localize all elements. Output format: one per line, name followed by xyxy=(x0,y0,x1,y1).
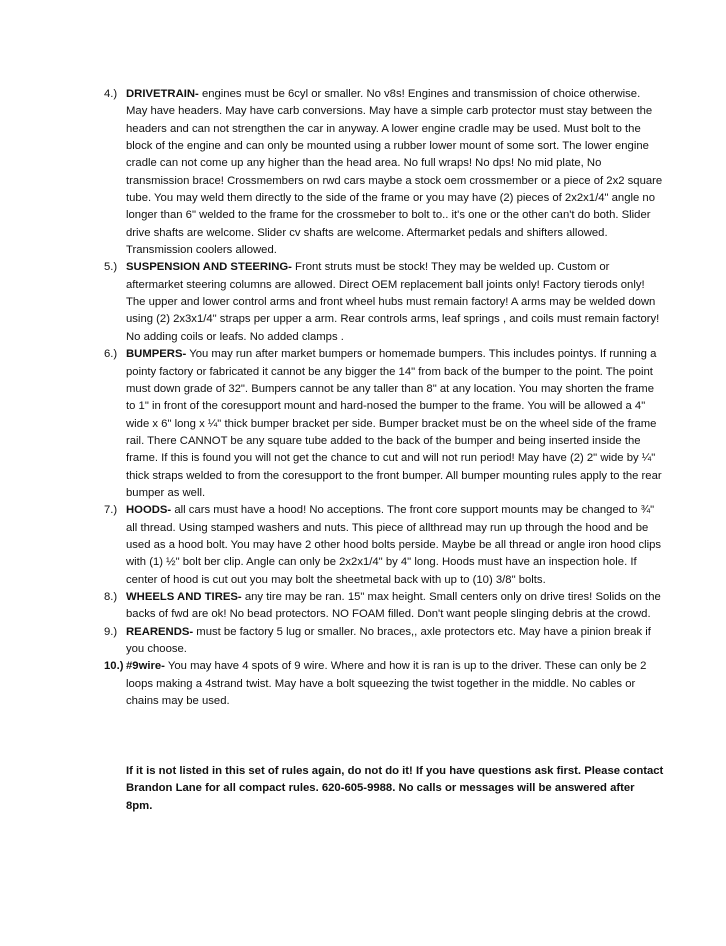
rule-number: 7.) xyxy=(104,504,118,517)
rule-number: 9.) xyxy=(104,625,118,638)
rule-text: must be factory 5 lug or smaller. No braces,, axle protectors etc. May have a pinion break if you choose. xyxy=(126,625,651,655)
rule-text: You may run after market bumpers or homemade bumpers. This includes pointys. If running a pointy factory or fabricated it cannot be any bigger the 14" from back of the bumper to the point. The point must down grade of 32". Bumpers cannot be any taller than 8" at any location. You may shorten the frame to 1" in front of the coresupport mount and hard-nosed the bumper to the frame. You will be allowed a 4" wide x 6" long x ¼" thick bumper bracket per side. Bumper bracket must be on the wheel side of the frame rail. There CANNOT be any square tube added to the back of the bumper and being inserted inside the frame. If this is found you will not get the chance to cut and will not run period! May have (2) 2" wide by ¼" thick straps welded to from the coresupport to the front bumper. All bumper mounting rules apply to the rear bumper as well. xyxy=(126,348,662,499)
rule-number: 8.) xyxy=(104,590,118,603)
rule-text: You may have 4 spots of 9 wire. Where and how it is ran is up to the driver. These can only be 2 loops making a 4strand twist. May have a bolt squeezing the twist together in the middle. No cables or chains may be used. xyxy=(126,660,647,708)
rule-heading: DRIVETRAIN- xyxy=(126,88,199,100)
rule-heading: WHEELS AND TIRES- xyxy=(126,590,242,603)
rule-item-hoods xyxy=(104,502,664,589)
rule-item-9wire xyxy=(104,658,664,710)
rules-list xyxy=(104,86,664,710)
closing-note: If it is not listed in this set of rules again, do not do it! If you have questions ask first. Please contact Brandon Lane for all compact rules. 620-605-9988. No calls or messages will be answered after 8pm. xyxy=(126,765,664,812)
rule-heading: #9wire- xyxy=(126,660,165,673)
rule-number: 10.) xyxy=(104,660,124,673)
rule-heading: REARENDS- xyxy=(126,625,194,638)
rule-number: 6.) xyxy=(104,348,118,361)
rule-text: engines must be 6cyl or smaller. No v8s! Engines and transmission of choice otherwise. May have headers. May have carb conversions. May have a simple carb protector must stay between the headers and can not strengthen the car in anyway. A lower engine cradle may be used. Must bolt to the block of the engine and can only be mounted using a rubber lower mount of some sort. The lower engine cradle can not come up any higher than the head area. No full wraps! No dps! No mid plate, No transmission brace! Crossmembers on rwd cars maybe a stock oem crossmember or a piece of 2x2 square tube. You may weld them directly to the side of the frame or you may have (2) pieces of 2x2x1/4" angle no longer than 6" welded to the frame for the crossmeber to bolt to.. it's one or the other can't do both. Slider drive shafts are welcome. Slider cv shafts are welcome. Aftermarket pedals and shifters allowed. Transmission coolers allowed. xyxy=(126,88,663,257)
rule-item-bumpers xyxy=(104,346,664,502)
rule-text: Front struts must be stock! They may be welded up. Custom or aftermarket steering columns are allowed. Direct OEM replacement ball joints only! Factory tierods only! The upper and lower control arms and front wheel hubs must remain factory! A arms may be welded down using (2) 2x3x1/4" straps per upper a arm. Rear controls arms, leaf springs , and coils must remain factory! No adding coils or leafs. No added clamps . xyxy=(126,261,660,343)
rule-heading: BUMPERS- xyxy=(126,348,187,361)
rule-item-suspension-and-steering xyxy=(104,259,664,346)
rule-text: all cars must have a hood! No acceptions. The front core support mounts may be changed to ¾" all thread. Using stamped washers and nuts. This piece of allthread may run up through the hood and be used as a hood bolt. You may have 2 other hood bolts perside. Maybe be all thread or angle iron hood clips with (1) ½" bolt ber clip. Angle can only be 2x2x1/4" by 4" long. Hoods must have an inspection hole. If center of hood is cut out you may bolt the sheetmetal back with up to (10) 3/8" bolts. xyxy=(126,504,662,586)
rule-number: 5.) xyxy=(104,261,118,274)
rule-item-drivetrain xyxy=(104,86,664,259)
rule-item-rearends xyxy=(104,624,664,659)
rule-item-wheels-and-tires xyxy=(104,589,664,624)
rule-heading: SUSPENSION AND STEERING- xyxy=(126,261,292,274)
rule-number: 4.) xyxy=(104,88,118,100)
rule-heading: HOODS- xyxy=(126,504,172,517)
rule-text: any tire may be ran. 15" max height. Small centers only on drive tires! Solids on the backs of fwd are ok! No bead protectors. NO FOAM filled. Don't want people slinging debris at the crowd. xyxy=(126,590,661,621)
